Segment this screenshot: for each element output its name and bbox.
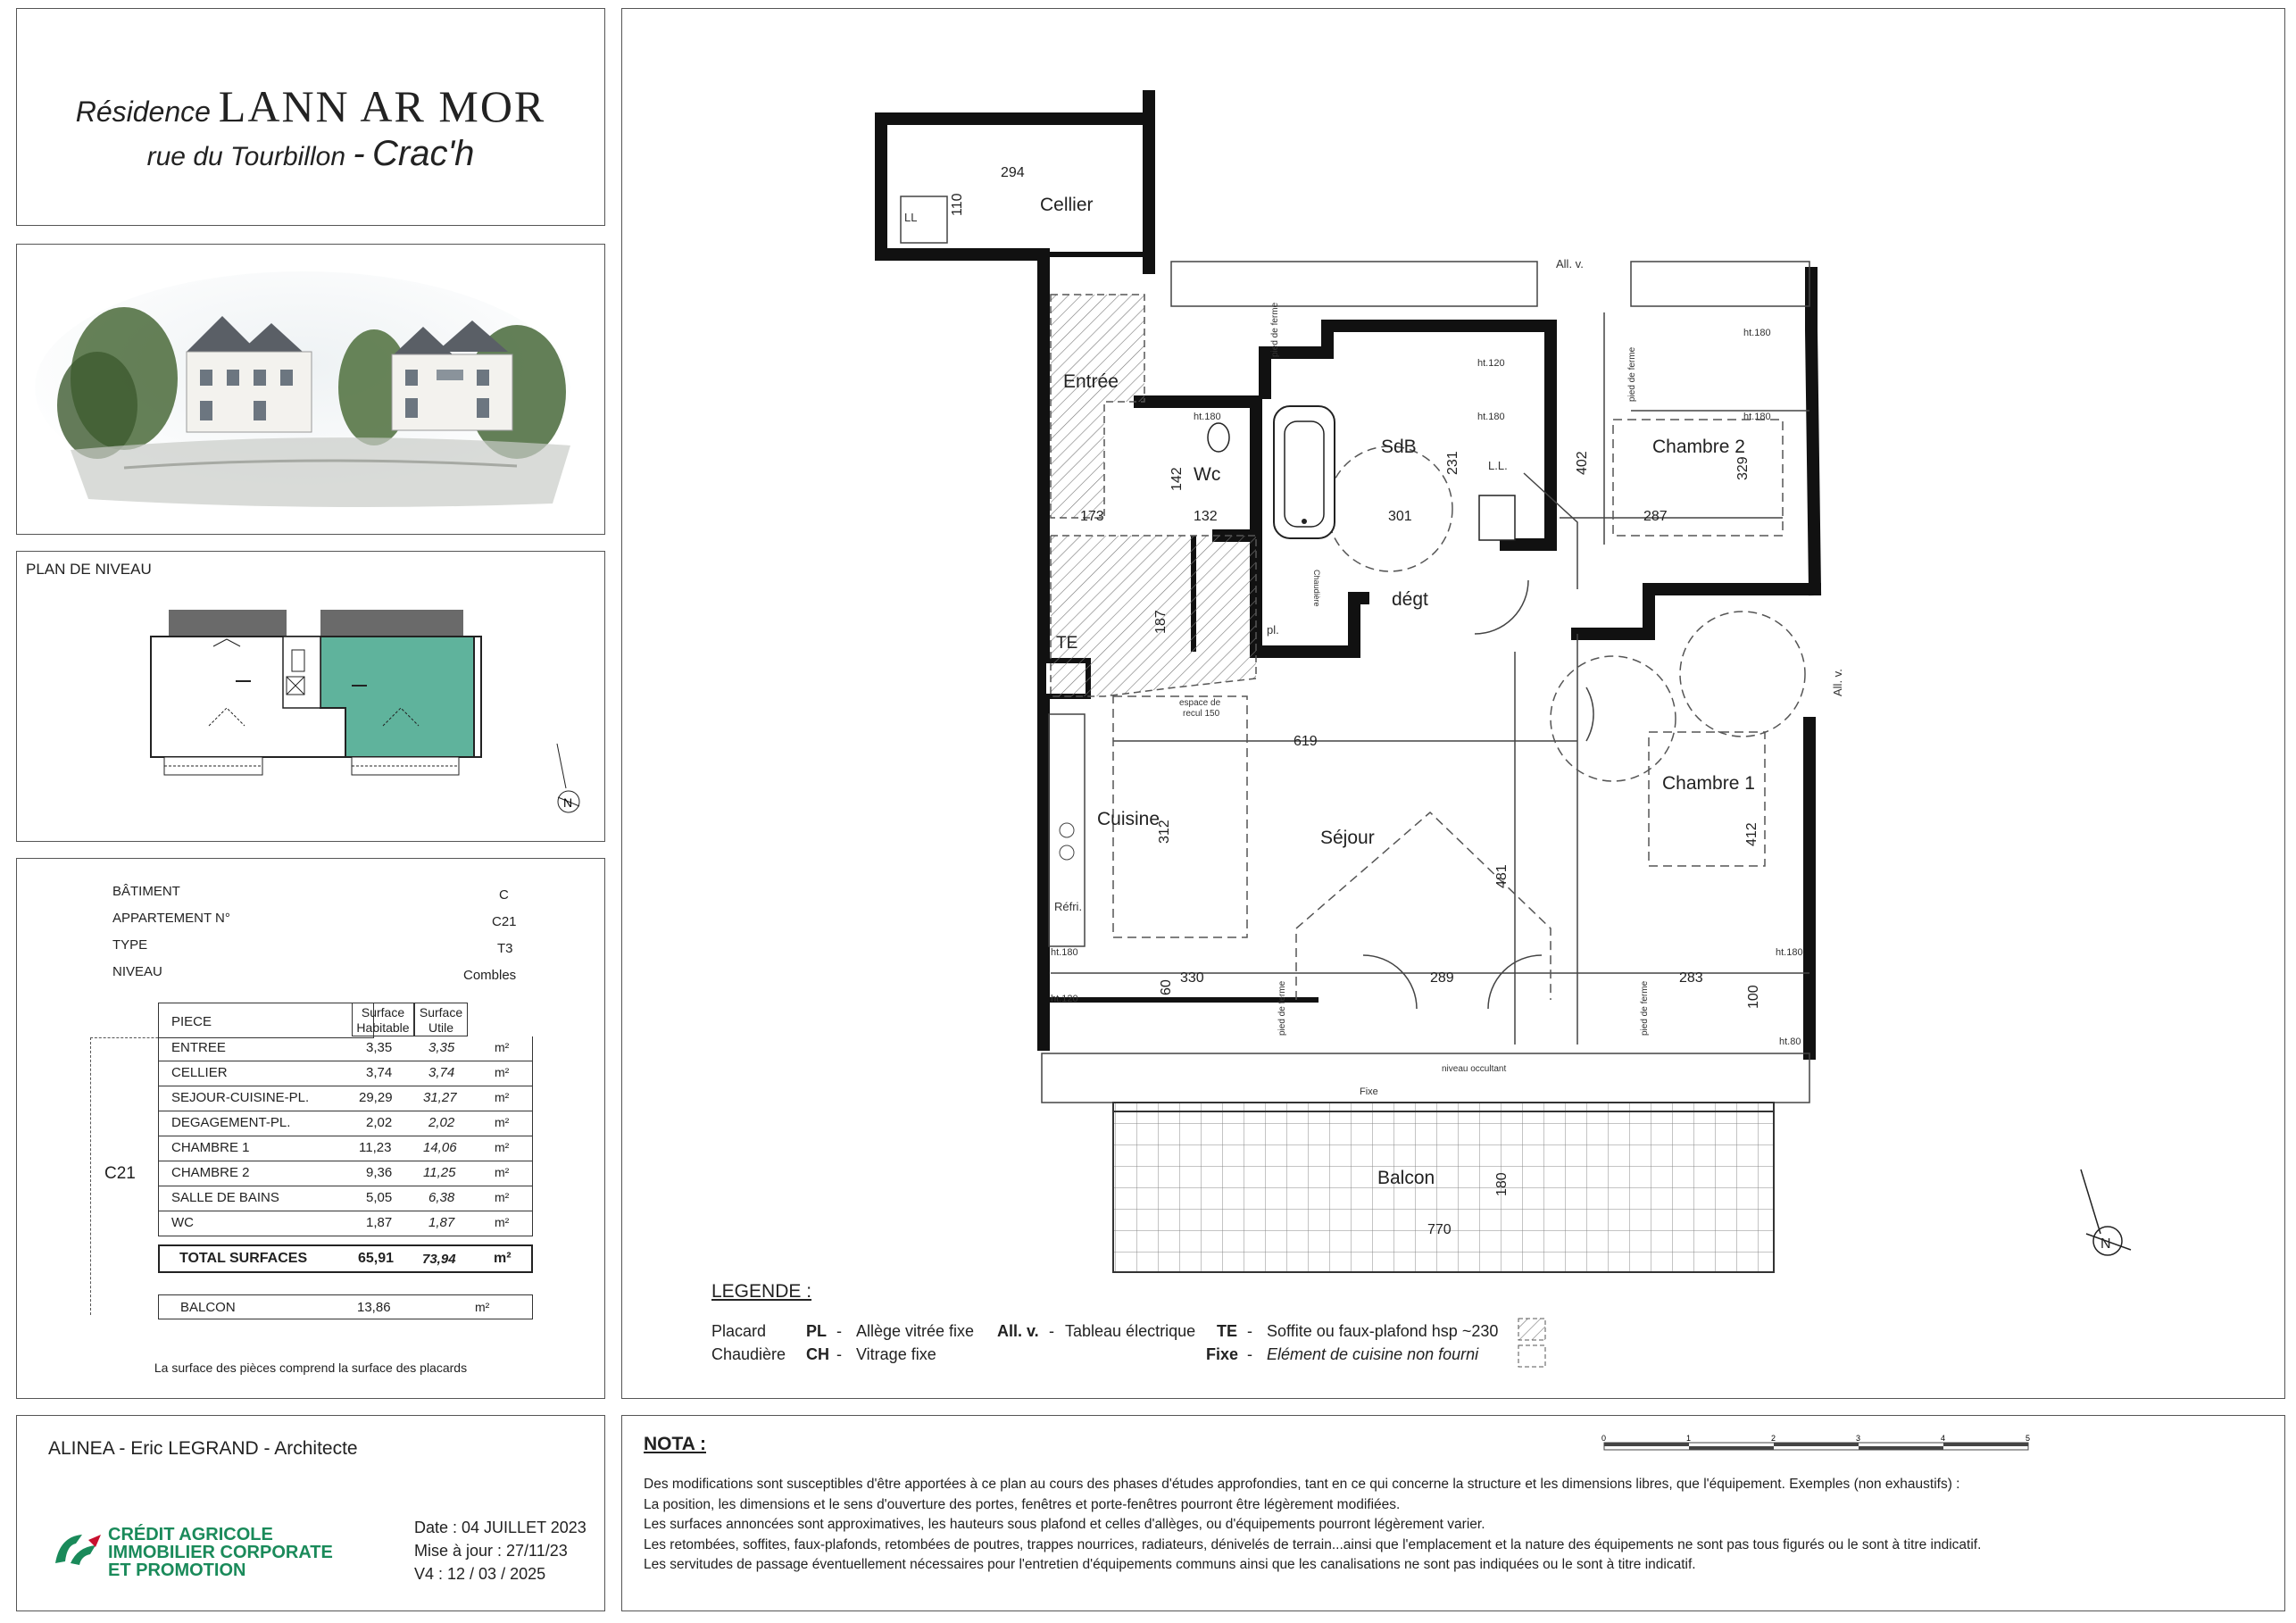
legend-ch-desc: Vitrage fixe — [856, 1345, 936, 1363]
col-util-line1: Surface — [419, 1005, 463, 1020]
room-sdb: SdB — [1381, 437, 1417, 457]
logo-text — [108, 1526, 333, 1579]
table-row — [158, 1136, 533, 1161]
table-row — [158, 1061, 533, 1086]
room-wc: Wc — [1194, 464, 1221, 485]
label-ht120-sdb: ht.120 — [1477, 358, 1505, 369]
residence-address — [17, 134, 604, 174]
logo-line1: CRÉDIT AGRICOLE — [108, 1525, 273, 1544]
label-pied-ferme-2: pied de ferme — [1627, 346, 1637, 402]
col-piece: PIECE — [171, 1014, 212, 1029]
dim-283: 283 — [1679, 970, 1703, 986]
architect-name: ALINEA - Eric LEGRAND - Architecte — [48, 1438, 358, 1459]
label-pied-ferme-3: pied de ferme — [1640, 980, 1650, 1036]
table-row — [158, 1111, 533, 1136]
label-niveau-occultant: niveau occultant — [1442, 1064, 1507, 1074]
legend-allv-code: All. v. — [997, 1322, 1039, 1340]
room-chambre1: Chambre 1 — [1662, 773, 1755, 794]
room-degt: dégt — [1392, 589, 1428, 610]
nota-line: Les servitudes de passage éventuellement nécessaires pour l'entretien d'équipements communs ainsi que les canalisations ne sont pas indiquées ou le sont à titre indicatif. — [644, 1557, 1696, 1572]
label-ht180-ch2: ht.180 — [1743, 412, 1771, 422]
residence-name: LANN AR MOR — [218, 81, 546, 131]
scale-0: 0 — [1601, 1434, 1607, 1443]
legend-ch-code: CH — [806, 1345, 829, 1363]
balcon-value: 13,86 — [357, 1300, 391, 1315]
room-balcon: Balcon — [1377, 1168, 1435, 1188]
label-ht120-sejour: ht.120 — [1051, 994, 1078, 1004]
legend-te-desc: Soffite ou faux-plafond hsp ~230 — [1267, 1322, 1499, 1340]
dim-110: 110 — [950, 193, 965, 216]
label-ll-sdb: L.L. — [1488, 459, 1508, 472]
label-ht180-wc: ht.180 — [1194, 412, 1221, 422]
nota-panel — [621, 1415, 2285, 1611]
floor-plan — [622, 9, 2284, 1397]
col-hab — [352, 1003, 414, 1036]
label-espace: espace de — [1179, 698, 1221, 708]
dim-187: 187 — [1153, 610, 1169, 634]
row-util: 3,74 — [428, 1065, 455, 1080]
label-refri: Réfri. — [1054, 900, 1083, 913]
row-util: 6,38 — [428, 1190, 455, 1205]
dates-block — [414, 1516, 586, 1586]
row-util: 3,35 — [428, 1040, 455, 1055]
label-pied-ferme-4: pied de ferme — [1277, 980, 1287, 1036]
appartement-value: C21 — [492, 914, 517, 929]
render-panel — [16, 244, 605, 535]
legend-fixe-desc: Elément de cuisine non fourni — [1267, 1345, 1479, 1363]
level-plan-panel — [16, 551, 605, 842]
legend-te-code: TE — [1217, 1322, 1238, 1340]
total-row — [158, 1244, 533, 1273]
row-hab: 2,02 — [366, 1115, 393, 1130]
logo-line3: ET PROMOTION — [108, 1561, 246, 1580]
dim-132: 132 — [1194, 509, 1218, 524]
scale-3: 3 — [1856, 1434, 1861, 1443]
row-hab: 3,35 — [366, 1040, 393, 1055]
scale-1: 1 — [1686, 1434, 1692, 1443]
row-unit: m² — [495, 1090, 510, 1104]
legend-dash: - — [1247, 1345, 1252, 1363]
legend-allv-desc: Tableau électrique — [1065, 1322, 1196, 1340]
col-util-line2: Utile — [428, 1020, 453, 1035]
table-row — [158, 1211, 533, 1236]
version-date: V4 : 12 / 03 / 2025 — [414, 1565, 546, 1583]
surface-note: La surface des pièces comprend la surface des placards — [154, 1361, 468, 1375]
dim-294: 294 — [1001, 165, 1025, 180]
label-pl: pl. — [1267, 623, 1279, 637]
table-row — [158, 1186, 533, 1211]
row-piece: CHAMBRE 2 — [171, 1165, 250, 1180]
row-piece: SALLE DE BAINS — [171, 1190, 279, 1205]
type-value: T3 — [497, 941, 513, 956]
surfaces-panel — [16, 858, 605, 1399]
legend-pl-desc: Allège vitrée fixe — [856, 1322, 975, 1340]
legend-fixe-code: Fixe — [1206, 1345, 1239, 1363]
city: Crac'h — [372, 134, 475, 173]
scale-4: 4 — [1941, 1434, 1946, 1443]
label-ht180-sdb: ht.180 — [1477, 412, 1505, 422]
dim-231: 231 — [1445, 451, 1460, 475]
balcon-label: BALCON — [180, 1300, 236, 1315]
row-hab: 3,74 — [366, 1065, 393, 1080]
dim-481: 481 — [1494, 864, 1510, 888]
dim-289: 289 — [1430, 970, 1454, 986]
row-util: 2,02 — [428, 1115, 455, 1130]
row-piece: CELLIER — [171, 1065, 228, 1080]
dim-402: 402 — [1575, 451, 1590, 475]
level-plan-north-label: N — [563, 795, 573, 810]
legend-dash: - — [1247, 1322, 1252, 1340]
label-recul: recul 150 — [1183, 709, 1220, 719]
dim-329: 329 — [1735, 456, 1751, 480]
scale-5: 5 — [2026, 1434, 2031, 1443]
row-unit: m² — [495, 1065, 510, 1079]
room-entree: Entrée — [1063, 371, 1119, 392]
credit-agricole-logo-icon — [51, 1527, 104, 1572]
legend-swatches — [1517, 1317, 1549, 1370]
nota-line: Des modifications sont susceptibles d'être apportées à ce plan au cours des phases d'études approfondies, tant en ce qui concerne la structure et les dimensions libres, que l'équipement. Exemples (non exhaustifs) : — [644, 1477, 1960, 1492]
legend-dashed-swatch — [1518, 1345, 1545, 1367]
dim-173: 173 — [1080, 509, 1104, 524]
type-label: TYPE — [112, 937, 148, 953]
total-hab: 65,91 — [358, 1251, 395, 1266]
dim-412: 412 — [1744, 822, 1759, 846]
level-plan-title: PLAN DE NIVEAU — [26, 561, 152, 578]
row-util: 31,27 — [423, 1090, 457, 1105]
level-plan-drawing — [17, 552, 603, 839]
legend-dash: - — [836, 1322, 842, 1340]
nota-line: Les surfaces annoncées sont approximatives, les hauteurs sous plafond et celles d'allèges, ou d'équipements pourront légèrement varier. — [644, 1517, 1485, 1532]
scale-bar — [1595, 1432, 2042, 1459]
separator: - — [353, 134, 365, 173]
plan-panel — [621, 8, 2285, 1399]
row-piece: DEGAGEMENT-PL. — [171, 1115, 291, 1130]
dim-287: 287 — [1643, 509, 1668, 524]
row-hab: 9,36 — [366, 1165, 393, 1180]
label-pied-ferme-1: pied de ferme — [1270, 302, 1280, 357]
row-piece: SEJOUR-CUISINE-PL. — [171, 1090, 310, 1105]
dim-619: 619 — [1294, 734, 1318, 749]
total-util: 73,94 — [422, 1252, 456, 1267]
row-piece: CHAMBRE 1 — [171, 1140, 250, 1155]
legend-dash: - — [1049, 1322, 1054, 1340]
dim-301: 301 — [1388, 509, 1412, 524]
date: Date : 04 JUILLET 2023 — [414, 1519, 586, 1536]
dim-142: 142 — [1169, 467, 1185, 491]
legend-title: LEGENDE : — [711, 1281, 812, 1302]
label-chaudiere: Chaudière — [1312, 570, 1321, 607]
row-unit: m² — [495, 1190, 510, 1204]
row-hab: 11,23 — [359, 1140, 392, 1155]
table-header — [158, 1003, 374, 1038]
total-unit: m² — [494, 1251, 512, 1266]
niveau-label: NIVEAU — [112, 964, 162, 979]
nota-line: Les retombées, soffites, faux-plafonds, retombées de poutres, trappes nourrices, radiateurs, dénivelés de terrain...ainsi que l'emplacement et la nature des équipements ne sont pas tous figurés ou le sont à titre indicatif. — [644, 1536, 1982, 1552]
dim-100: 100 — [1746, 985, 1761, 1009]
niveau-value: Combles — [463, 968, 517, 983]
row-hab: 5,05 — [366, 1190, 393, 1205]
dim-180: 180 — [1494, 1172, 1510, 1196]
residence-prefix: Résidence — [75, 96, 211, 128]
row-util: 11,25 — [423, 1165, 456, 1180]
street: rue du Tourbillon — [146, 142, 346, 171]
balcon-row — [158, 1294, 533, 1319]
room-sejour: Séjour — [1320, 828, 1375, 848]
update-date: Mise à jour : 27/11/23 — [414, 1542, 568, 1560]
row-hab: 1,87 — [366, 1215, 393, 1230]
label-allv-right: All. v. — [1831, 669, 1844, 696]
row-piece: ENTREE — [171, 1040, 226, 1055]
dim-312: 312 — [1157, 820, 1172, 844]
label-ht180-ch2-top: ht.180 — [1743, 328, 1771, 338]
scale-2: 2 — [1771, 1434, 1776, 1443]
appartement-label: APPARTEMENT N° — [112, 911, 230, 926]
table-row — [158, 1086, 533, 1111]
north-arrow-icon — [2081, 1169, 2131, 1255]
residence-title — [17, 80, 604, 132]
legend-dash: - — [836, 1345, 842, 1363]
legend-chaudiere: Chaudière — [711, 1345, 786, 1363]
nota-line: La position, les dimensions et le sens d'ouverture des portes, fenêtres et porte-fenêtres pourront être légèrement modifiées. — [644, 1496, 1401, 1512]
room-chambre2: Chambre 2 — [1652, 437, 1745, 457]
table-row — [158, 1036, 533, 1061]
batiment-value: C — [499, 887, 509, 903]
col-hab-line1: Surface — [361, 1005, 405, 1020]
dim-60: 60 — [1159, 979, 1174, 995]
row-unit: m² — [495, 1040, 510, 1054]
dim-770: 770 — [1427, 1222, 1452, 1237]
building-render-image — [17, 245, 603, 532]
row-unit: m² — [495, 1165, 510, 1179]
nota-body — [644, 1475, 2267, 1576]
room-cuisine: Cuisine — [1097, 809, 1160, 829]
col-hab-line2: Habitable — [356, 1020, 410, 1035]
room-cellier: Cellier — [1040, 195, 1094, 215]
label-ht180-sejour: ht.180 — [1051, 947, 1078, 958]
label-ht80-ch1: ht.80 — [1779, 1036, 1801, 1047]
legend-placard: Placard — [711, 1322, 767, 1340]
legend-pl-code: PL — [806, 1322, 828, 1340]
label-allv-top: All. v. — [1556, 257, 1584, 270]
label-fixe: Fixe — [1360, 1086, 1378, 1097]
nota-title: NOTA : — [644, 1434, 706, 1454]
row-util: 1,87 — [428, 1215, 455, 1230]
row-unit: m² — [495, 1115, 510, 1129]
logo-line2: IMMOBILIER CORPORATE — [108, 1543, 333, 1562]
table-row — [158, 1161, 533, 1186]
batiment-label: BÂTIMENT — [112, 884, 180, 899]
row-unit: m² — [495, 1140, 510, 1154]
apartment-code: C21 — [104, 1164, 136, 1183]
label-ht180-ch1: ht.180 — [1776, 947, 1803, 958]
row-util: 14,06 — [423, 1140, 457, 1155]
label-te: TE — [1056, 634, 1078, 653]
footer-panel — [16, 1415, 605, 1611]
dim-330: 330 — [1180, 970, 1204, 986]
north-label: N — [2101, 1236, 2111, 1252]
row-unit: m² — [495, 1215, 510, 1229]
total-label: TOTAL SURFACES — [179, 1251, 308, 1266]
legend-hatch-swatch — [1518, 1319, 1545, 1340]
surface-rows — [158, 1036, 533, 1236]
row-hab: 29,29 — [359, 1090, 393, 1105]
balcon-unit: m² — [475, 1300, 490, 1314]
row-piece: WC — [171, 1215, 194, 1230]
header-panel — [16, 8, 605, 226]
col-util — [414, 1003, 468, 1036]
label-ll-cellier: LL — [904, 211, 918, 224]
